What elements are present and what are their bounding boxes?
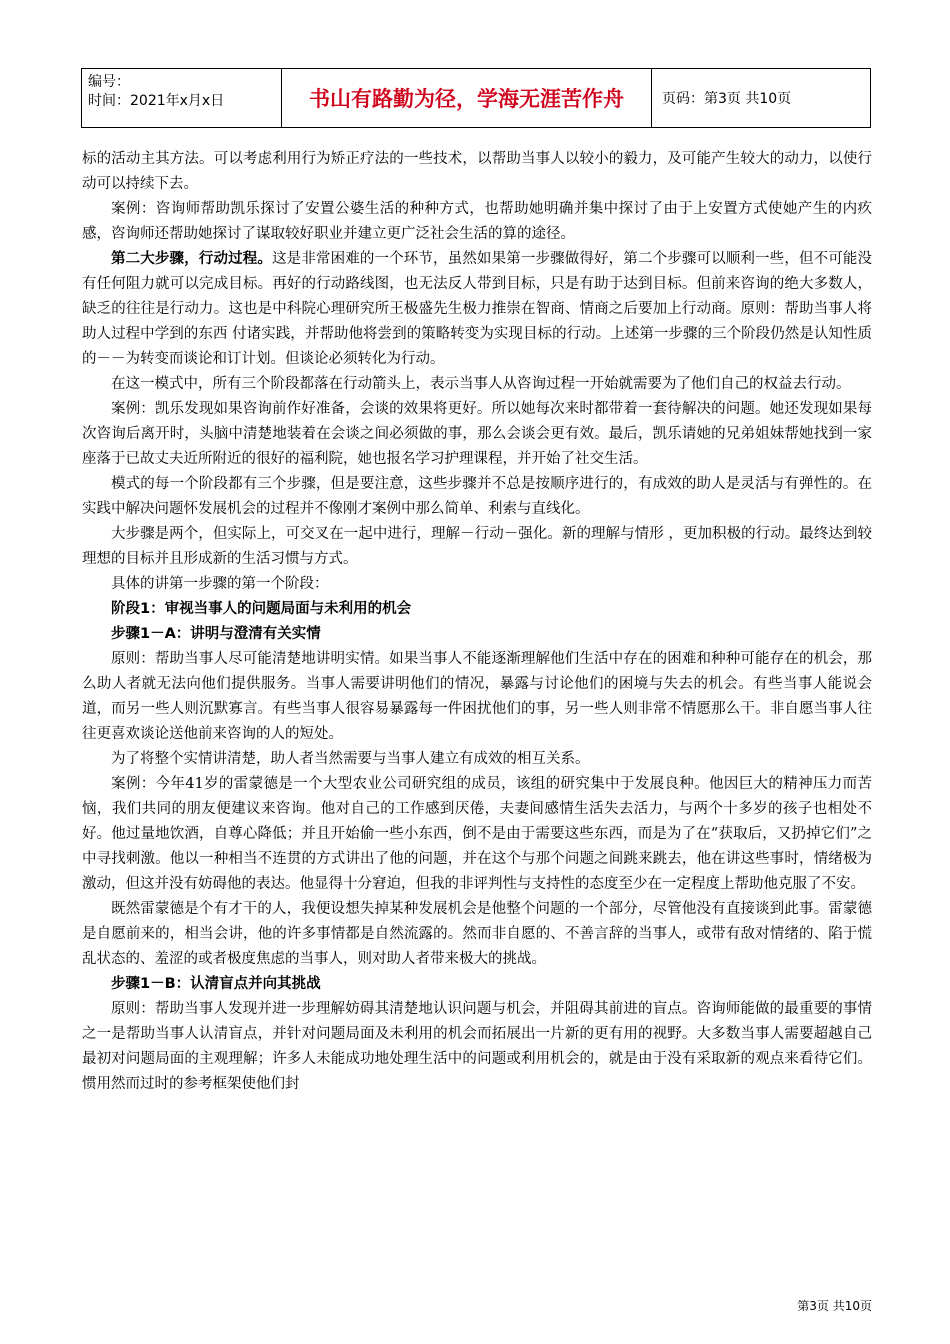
paragraph: 在这一模式中，所有三个阶段都落在行动箭头上，表示当事人从咨询过程一开始就需要为了他们自己的权益去行动。 — [111, 376, 851, 392]
section-heading: 步骤1－B：认清盲点并向其挑战 — [111, 976, 321, 992]
section-lead: 第二大步骤，行动过程。 — [111, 251, 273, 267]
paragraph: 既然雷蒙德是个有才干的人，我便设想失掉某种发展机会是他整个问题的一个部分，尽管他没有直接谈到此事。雷蒙德是自愿前来的，相当会讲，他的许多事情都是自然流露的。然而非自愿的、不善言辞的当事人，或带有敌对情绪的、陷于慌乱状态的、羞涩的或者极度焦虑的当事人，则对助人者带来极大的挑战。 — [82, 901, 872, 967]
document-body — [82, 147, 872, 1097]
paragraph: 模式的每一个阶段都有三个步骤，但是要注意，这些步骤并不总是按顺序进行的，有成效的助人是灵活与有弹性的。在实践中解决问题怀发展机会的过程并不像刚才案例中那么简单、利索与直线化。 — [82, 476, 872, 517]
section-heading: 步骤1－A：讲明与澄清有关实情 — [111, 626, 321, 642]
paragraph-text: 这是非常困难的一个环节，虽然如果第一步骤做得好，第二个步骤可以顺利一些，但不可能没有任何阻力就可以完成目标。再好的行动路线图，也无法反人带到目标，只是有助于达到目标。但前来咨询的绝大多数人，缺乏的往往是行动力。这也是中科院心理研究所王极盛先生极力推崇在智商、情商之后要加上行动商。原则：帮助当事人将助人过程中学到的东西 付诸实践，并帮助他将尝到的策略转变为实现目标的行动。上述第一步骤的三个阶段仍然是认知性质的－－为转变而谈论和订计划。但谈论必须转化为行动。 — [82, 251, 873, 367]
header-table — [81, 68, 871, 128]
paragraph: 标的活动主其方法。可以考虑利用行为矫正疗法的一些技术，以帮助当事人以较小的毅力，及可能产生较大的动力，以使行动可以持续下去。 — [82, 151, 872, 192]
paragraph: 具体的讲第一步骤的第一个阶段： — [111, 576, 329, 592]
document-date: 时间：2021年x月x日 — [88, 93, 225, 109]
header-meta — [82, 69, 282, 127]
header-motto: 书山有路勤为径，学海无涯苦作舟 — [282, 69, 652, 127]
paragraph: 原则：帮助当事人尽可能清楚地讲明实情。如果当事人不能逐渐理解他们生活中存在的困难和种种可能存在的机会，那么助人者就无法向他们提供服务。当事人需要讲明他们的情况，暴露与讨论他们的困境与失去的机会。有些当事人能说会道，而另一些人则沉默寡言。有些当事人很容易暴露每一件困扰他们的事，另一些人则非常不情愿那么干。非自愿当事人往往更喜欢谈论送他前来咨询的人的短处。 — [82, 651, 872, 742]
paragraph: 为了将整个实情讲清楚，助人者当然需要与当事人建立有成效的相互关系。 — [111, 751, 590, 767]
paragraph — [82, 247, 872, 372]
paragraph: 案例：咨询师帮助凯乐探讨了安置公婆生活的种种方式，也帮助她明确并集中探讨了由于上安置方式使她产生的内疚感，咨询师还帮助她探讨了谋取较好职业并建立更广泛社会生活的算的途径。 — [82, 201, 872, 242]
paragraph: 大步骤是两个，但实际上，可交叉在一起中进行，理解－行动－强化。新的理解与情形 ，更加积极的行动。最终达到较理想的目标并且形成新的生活习惯与方式。 — [82, 526, 872, 567]
paragraph: 案例：凯乐发现如果咨询前作好准备，会谈的效果将更好。所以她每次来时都带着一套待解决的问题。她还发现如果每次咨询后离开时，头脑中清楚地装着在会谈之间必须做的事，那么会谈会更有效。最后，凯乐请她的兄弟姐妹帮她找到一家座落于已故丈夫近所附近的很好的福利院，她也报名学习护理课程，并开始了社交生活。 — [82, 401, 872, 467]
document-number-label: 编号： — [88, 74, 130, 90]
page-footer: 第3页 共10页 — [797, 1299, 872, 1313]
section-heading: 阶段1：审视当事人的问题局面与未利用的机会 — [111, 601, 412, 617]
paragraph: 原则：帮助当事人发现并进一步理解妨碍其清楚地认识问题与机会，并阻碍其前进的盲点。咨询师能做的最重要的事情之一是帮助当事人认清盲点，并针对问题局面及未利用的机会而拓展出一片新的更有用的视野。大多数当事人需要超越自己最初对问题局面的主观理解；许多人未能成功地处理生活中的问题或利用机会的，就是由于没有采取新的观点来看待它们。惯用然而过时的参考框架使他们封 — [82, 1001, 872, 1092]
header-page-info: 页码：第3页 共10页 — [662, 91, 792, 107]
paragraph: 案例：今年41岁的雷蒙德是一个大型农业公司研究组的成员，该组的研究集中于发展良种。他因巨大的精神压力而苦恼，我们共同的朋友便建议来咨询。他对自己的工作感到厌倦，夫妻间感情生活失去活力，与两个十多岁的孩子也相处不好。他过量地饮酒，自尊心降低；并且开始偷一些小东西，倒不是由于需要这些东西，而是为了在“获取后，又扔掉它们”之中寻找刺激。他以一种相当不连贯的方式讲出了他的问题，并在这个与那个问题之间跳来跳去，他在讲这些事时，情绪极为激动，但这并没有妨碍他的表达。他显得十分窘迫，但我的非评判性与支持性的态度至少在一定程度上帮助他克服了不安。 — [82, 776, 872, 892]
